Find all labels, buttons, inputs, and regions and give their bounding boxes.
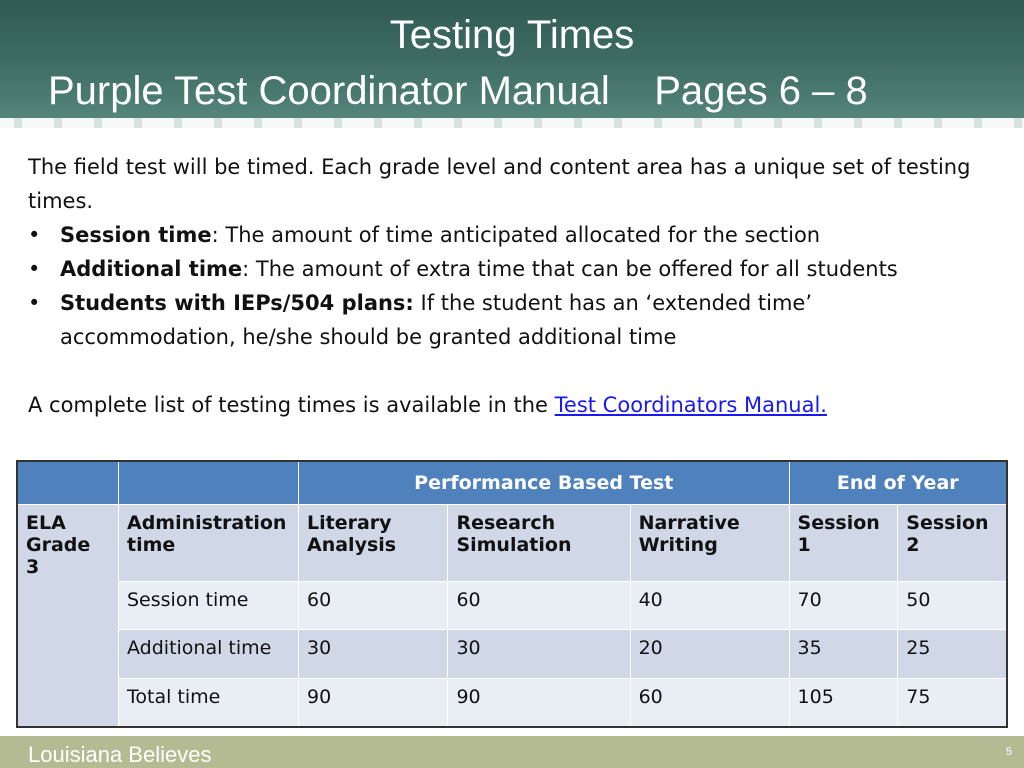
footer-bar [0, 736, 1024, 768]
bullet-text: : The amount of time anticipated allocated for the section [211, 223, 821, 247]
table-cell: 75 [898, 678, 1007, 727]
table-row [17, 581, 1007, 629]
column-header: Narrative Writing [630, 505, 789, 582]
closing-text: A complete list of testing times is available in the [28, 393, 555, 417]
table-cell: 40 [630, 581, 789, 629]
bullet-icon: • [28, 291, 41, 315]
bullet-text: : The amount of extra time that can be offered for all students [242, 257, 898, 281]
bullet-icon: • [28, 257, 41, 281]
table-cell: 35 [789, 630, 898, 678]
bullet-term: Session time [60, 223, 212, 247]
table-cell: 60 [299, 581, 448, 629]
table-cell: 30 [448, 630, 630, 678]
column-header: Session 1 [789, 505, 898, 582]
bullet-term: Students with IEPs/504 plans: [60, 291, 414, 315]
table-cell: 60 [630, 678, 789, 727]
bullet-text: If the student has an ‘extended time’ accommodation, he/she should be granted additional time [60, 291, 813, 349]
header-end-of-year: End of Year [789, 461, 1007, 505]
bullet-additional-time [28, 252, 988, 286]
table-row [17, 678, 1007, 727]
manual-link[interactable]: Test Coordinators Manual. [554, 393, 827, 417]
bullet-term: Additional time [60, 257, 243, 281]
testing-times-table [16, 460, 1008, 728]
title-banner [0, 0, 1024, 128]
table-cell: 90 [448, 678, 630, 727]
column-header: Session 2 [898, 505, 1007, 582]
intro-paragraph: The field test will be timed. Each grade level and content area has a unique set of testing times. [28, 155, 971, 213]
table-header-row [17, 461, 1007, 505]
table-row [17, 630, 1007, 678]
table-cell: 25 [898, 630, 1007, 678]
table-cell: 30 [299, 630, 448, 678]
table-column-row [17, 505, 1007, 582]
slide-body [28, 150, 988, 422]
slide-subtitle: Purple Test Coordinator Manual Pages 6 – 8 [48, 69, 868, 113]
bullet-ieps [28, 286, 988, 354]
table-cell: 50 [898, 581, 1007, 629]
row-label: Additional time [119, 630, 299, 678]
column-header: Literary Analysis [299, 505, 448, 582]
column-header: Administration time [119, 505, 299, 582]
footer-brand: Louisiana Believes [28, 742, 212, 767]
row-label: Session time [119, 581, 299, 629]
row-label-ela-grade-3: ELA Grade 3 [17, 505, 119, 728]
table-cell: 20 [630, 630, 789, 678]
page-number: 5 [1005, 746, 1012, 758]
column-header: Research Simulation [448, 505, 630, 582]
row-label: Total time [119, 678, 299, 727]
table-cell: 60 [448, 581, 630, 629]
table-cell: 70 [789, 581, 898, 629]
table-cell: 90 [299, 678, 448, 727]
bullet-session-time [28, 218, 988, 252]
header-empty-cell [119, 461, 299, 505]
header-empty-cell [17, 461, 119, 505]
bullet-icon: • [28, 223, 41, 247]
bullet-list [28, 218, 988, 354]
table-cell: 105 [789, 678, 898, 727]
header-performance-based-test: Performance Based Test [299, 461, 790, 505]
closing-paragraph [28, 388, 988, 422]
slide-title: Testing Times [389, 13, 635, 57]
